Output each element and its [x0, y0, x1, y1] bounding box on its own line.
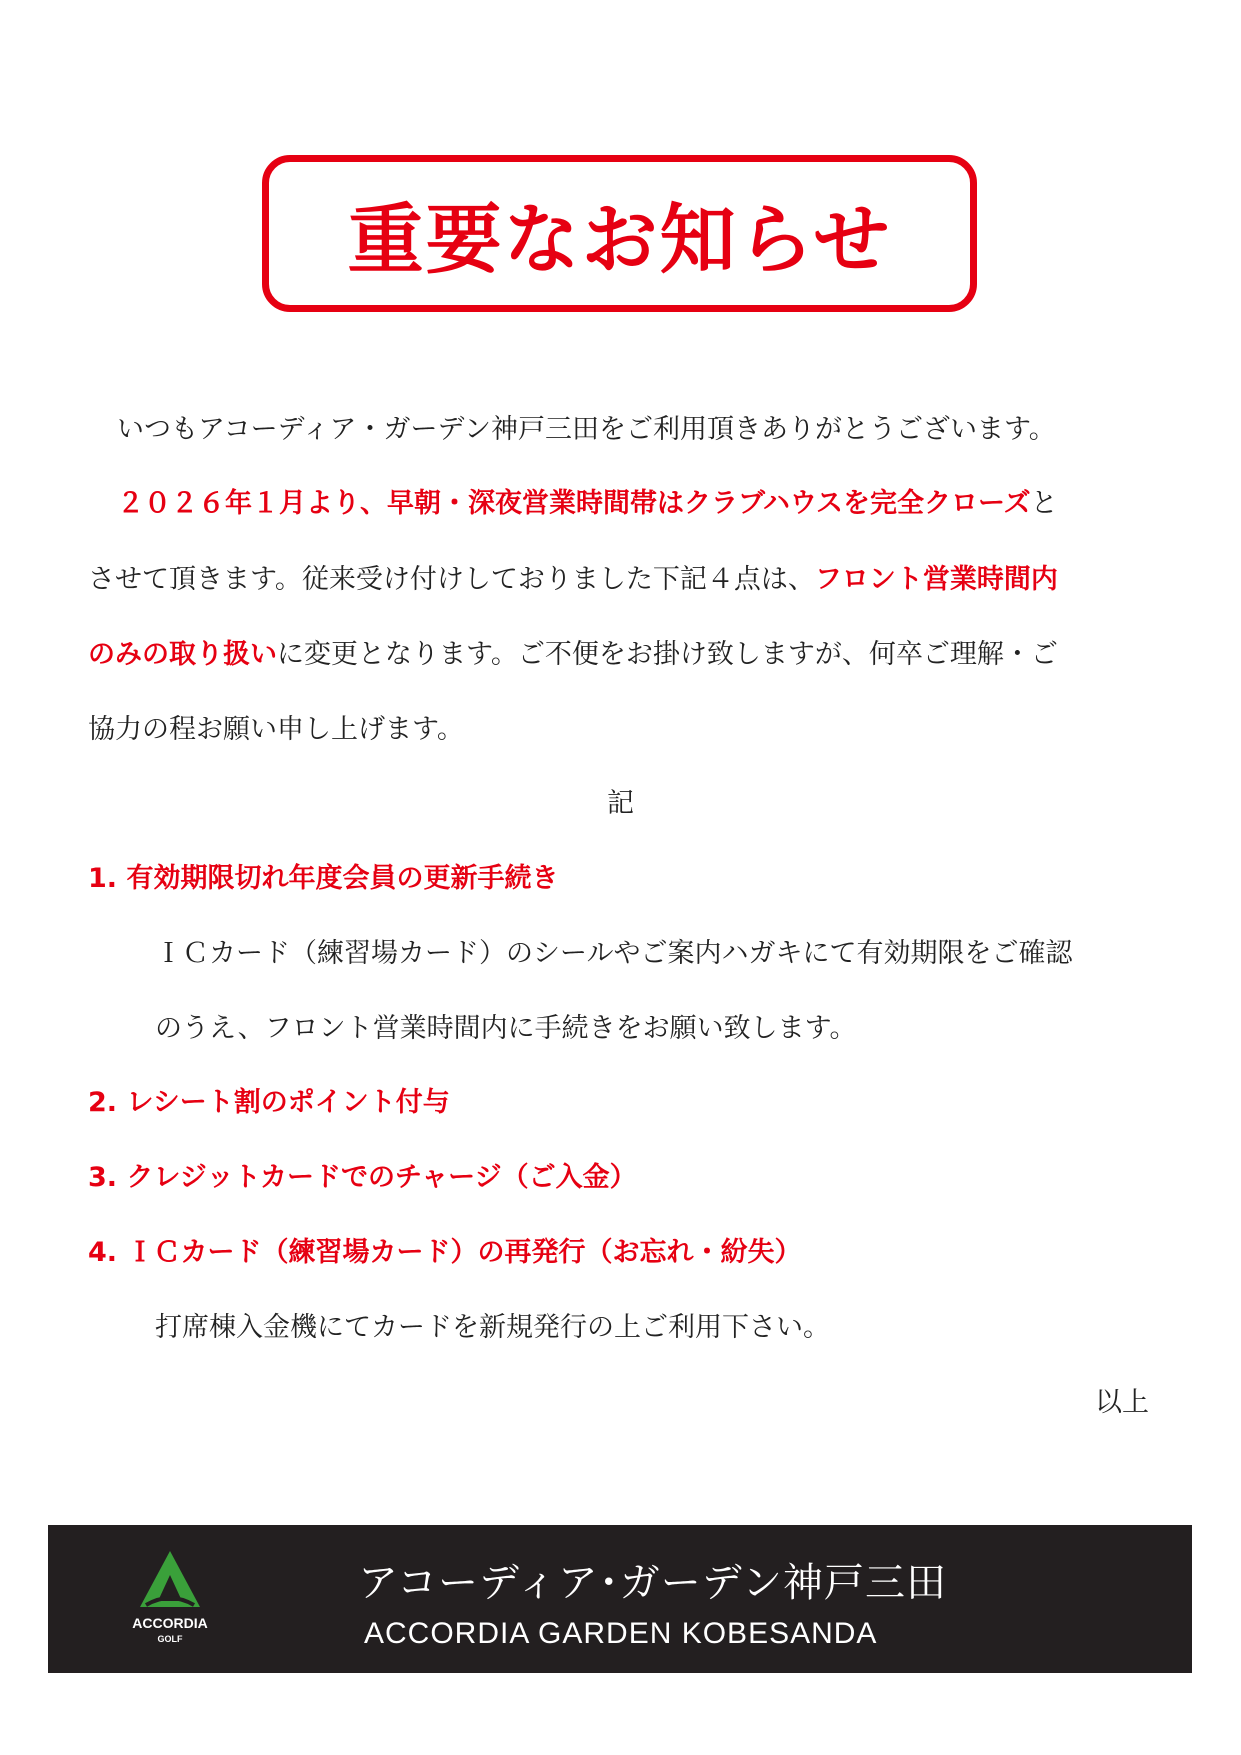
- item-1-label: 1. 有効期限切れ年度会員の更新手続き: [88, 863, 559, 894]
- front-hours-emphasis: フロント営業時間内: [814, 564, 1058, 595]
- notice-title-box: [262, 155, 977, 312]
- accordia-triangle-icon: [116, 1547, 224, 1647]
- closure-announcement: ２０２６年１月より、早朝・深夜営業時間帯はクラブハウスを完全クローズ: [117, 488, 1031, 519]
- paragraph-line-1: [117, 486, 1058, 522]
- paragraph-line-3: [88, 637, 1058, 673]
- item-2-label: 2. レシート割のポイント付与: [88, 1087, 450, 1118]
- greeting-line: いつもアコーディア・ガーデン神戸三田をご利用頂きありがとうございます。: [117, 414, 1056, 445]
- paragraph-line-2: [88, 562, 1058, 598]
- item-3-label: 3. クレジットカードでのチャージ（ご入金）: [88, 1162, 637, 1193]
- notice-title: 重要なお知らせ: [347, 195, 892, 284]
- footer-banner: [48, 1525, 1192, 1673]
- paragraph-line-2-text: させて頂きます。従来受け付けしておりました下記４点は、: [88, 564, 815, 595]
- paragraph-line-3-text: に変更となります。ご不便をお掛け致しますが、何卒ご理解・ご: [277, 639, 1058, 670]
- logo-sub-text: GOLF: [157, 1634, 183, 1644]
- facility-name-en: ACCORDIA GARDEN KOBESANDA: [364, 1617, 878, 1650]
- only-handling-emphasis: のみの取り扱い: [88, 639, 277, 670]
- accordia-logo: [116, 1547, 224, 1647]
- ki-heading: 記: [607, 788, 634, 819]
- item-4-label: 4. ＩＣカード（練習場カード）の再発行（お忘れ・紛失）: [88, 1237, 802, 1268]
- item-1-detail-1: ＩＣカード（練習場カード）のシールやご案内ハガキにて有効期限をご確認: [155, 938, 1073, 969]
- item-1-detail-2: のうえ、フロント営業時間内に手続きをお願い致します。: [155, 1013, 857, 1044]
- facility-name-jp: アコーディア･ガーデン神戸三田: [358, 1560, 947, 1606]
- paragraph-line-1-tail: と: [1030, 488, 1058, 519]
- closing-text: 以上: [1095, 1387, 1149, 1418]
- logo-text: ACCORDIA: [132, 1615, 208, 1631]
- item-4-detail-1: 打席棟入金機にてカードを新規発行の上ご利用下さい。: [155, 1312, 830, 1343]
- paragraph-line-4: 協力の程お願い申し上げます。: [88, 714, 464, 745]
